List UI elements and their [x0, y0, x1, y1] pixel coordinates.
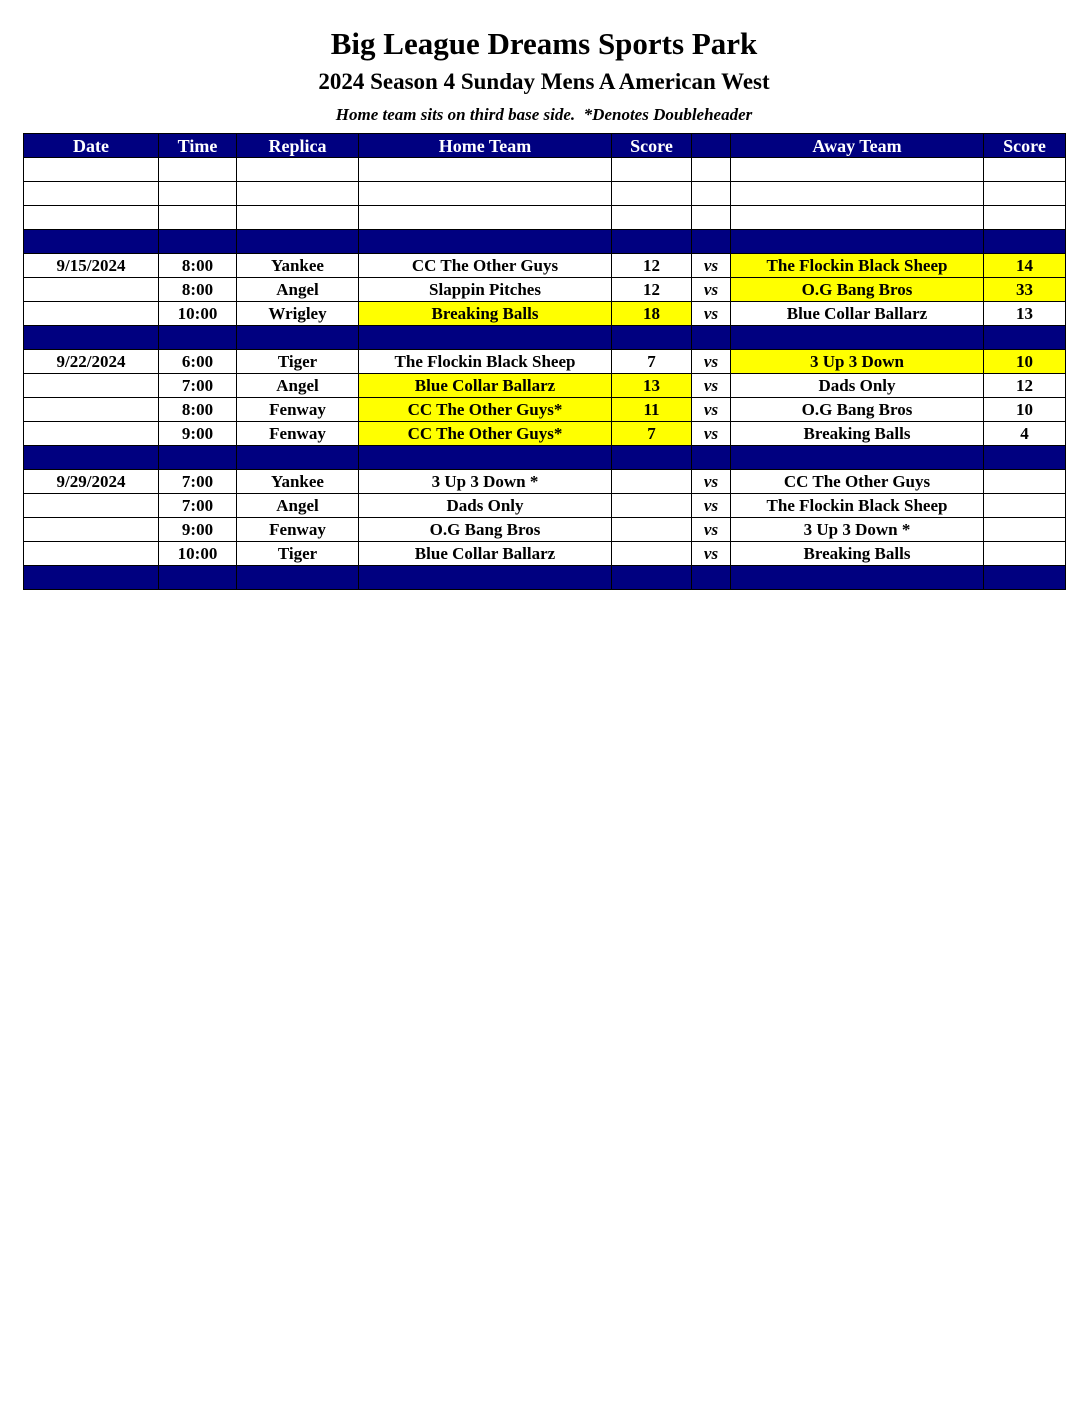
- vs-cell: [692, 206, 731, 230]
- date-cell: 9/29/2024: [24, 470, 159, 494]
- date-cell: [24, 398, 159, 422]
- schedule-table: [23, 133, 1066, 590]
- replica-cell: Angel: [237, 494, 359, 518]
- replica-cell: [237, 446, 359, 470]
- table-row: [24, 302, 1066, 326]
- col-header-time: Time: [159, 134, 237, 158]
- away-team-cell: [731, 158, 984, 182]
- vs-cell: vs: [692, 350, 731, 374]
- week-separator-row: [24, 446, 1066, 470]
- home-team-cell: CC The Other Guys*: [359, 398, 612, 422]
- away-score-cell: 14: [984, 254, 1066, 278]
- replica-cell: [237, 230, 359, 254]
- replica-cell: Tiger: [237, 542, 359, 566]
- time-cell: 8:00: [159, 278, 237, 302]
- away-score-cell: [984, 446, 1066, 470]
- vs-cell: [692, 230, 731, 254]
- home-score-cell: [612, 494, 692, 518]
- replica-cell: [237, 206, 359, 230]
- home-score-cell: [612, 566, 692, 590]
- home-score-cell: [612, 446, 692, 470]
- home-score-cell: [612, 542, 692, 566]
- col-header-away-team: Away Team: [731, 134, 984, 158]
- date-cell: 9/15/2024: [24, 254, 159, 278]
- replica-cell: Yankee: [237, 470, 359, 494]
- home-team-cell: [359, 230, 612, 254]
- away-team-cell: Dads Only: [731, 374, 984, 398]
- away-score-cell: 12: [984, 374, 1066, 398]
- table-row: [24, 518, 1066, 542]
- col-header-date: Date: [24, 134, 159, 158]
- home-score-cell: 11: [612, 398, 692, 422]
- vs-cell: [692, 566, 731, 590]
- table-row: [24, 374, 1066, 398]
- away-team-cell: Breaking Balls: [731, 422, 984, 446]
- vs-cell: vs: [692, 302, 731, 326]
- time-cell: 6:00: [159, 350, 237, 374]
- replica-cell: Wrigley: [237, 302, 359, 326]
- vs-cell: vs: [692, 494, 731, 518]
- vs-cell: vs: [692, 374, 731, 398]
- away-team-cell: [731, 326, 984, 350]
- home-team-cell: Blue Collar Ballarz: [359, 542, 612, 566]
- away-team-cell: [731, 446, 984, 470]
- away-team-cell: 3 Up 3 Down: [731, 350, 984, 374]
- date-cell: [24, 302, 159, 326]
- replica-cell: [237, 182, 359, 206]
- week-separator-row: [24, 230, 1066, 254]
- home-team-cell: [359, 158, 612, 182]
- time-cell: [159, 446, 237, 470]
- date-cell: [24, 206, 159, 230]
- table-row: [24, 470, 1066, 494]
- away-score-cell: [984, 230, 1066, 254]
- date-cell: [24, 278, 159, 302]
- home-team-cell: Dads Only: [359, 494, 612, 518]
- home-score-cell: 18: [612, 302, 692, 326]
- week-separator-row: [24, 566, 1066, 590]
- home-score-cell: [612, 230, 692, 254]
- date-cell: [24, 494, 159, 518]
- away-team-cell: CC The Other Guys: [731, 470, 984, 494]
- vs-cell: vs: [692, 398, 731, 422]
- away-team-cell: O.G Bang Bros: [731, 278, 984, 302]
- home-team-cell: [359, 182, 612, 206]
- away-score-cell: 33: [984, 278, 1066, 302]
- date-cell: 9/22/2024: [24, 350, 159, 374]
- home-team-cell: Slappin Pitches: [359, 278, 612, 302]
- home-score-cell: [612, 182, 692, 206]
- away-score-cell: 10: [984, 398, 1066, 422]
- blank-row: [24, 182, 1066, 206]
- vs-cell: [692, 182, 731, 206]
- table-row: [24, 422, 1066, 446]
- date-cell: [24, 326, 159, 350]
- vs-cell: vs: [692, 278, 731, 302]
- home-team-cell: 3 Up 3 Down *: [359, 470, 612, 494]
- home-score-cell: 7: [612, 422, 692, 446]
- date-cell: [24, 158, 159, 182]
- home-team-cell: [359, 326, 612, 350]
- date-cell: [24, 374, 159, 398]
- col-header-away-score: Score: [984, 134, 1066, 158]
- time-cell: 10:00: [159, 542, 237, 566]
- date-cell: [24, 542, 159, 566]
- page-title: Big League Dreams Sports Park: [330, 26, 758, 61]
- date-cell: [24, 422, 159, 446]
- away-team-cell: [731, 230, 984, 254]
- week-separator-row: [24, 326, 1066, 350]
- vs-cell: [692, 446, 731, 470]
- table-row: [24, 254, 1066, 278]
- date-cell: [24, 230, 159, 254]
- date-cell: [24, 566, 159, 590]
- header-row: [24, 134, 1066, 158]
- away-score-cell: [984, 182, 1066, 206]
- home-score-cell: 7: [612, 350, 692, 374]
- table-row: [24, 278, 1066, 302]
- time-cell: [159, 230, 237, 254]
- home-team-cell: O.G Bang Bros: [359, 518, 612, 542]
- vs-cell: vs: [692, 542, 731, 566]
- away-score-cell: [984, 158, 1066, 182]
- time-cell: 10:00: [159, 302, 237, 326]
- table-row: [24, 542, 1066, 566]
- home-team-cell: CC The Other Guys*: [359, 422, 612, 446]
- table-row: [24, 398, 1066, 422]
- home-score-cell: 13: [612, 374, 692, 398]
- away-team-cell: Breaking Balls: [731, 542, 984, 566]
- away-score-cell: [984, 326, 1066, 350]
- replica-cell: [237, 158, 359, 182]
- away-score-cell: [984, 470, 1066, 494]
- away-team-cell: The Flockin Black Sheep: [731, 494, 984, 518]
- replica-cell: Yankee: [237, 254, 359, 278]
- schedule-note: Home team sits on third base side. *Denotes Doubleheader: [335, 105, 753, 124]
- col-header-replica: Replica: [237, 134, 359, 158]
- home-score-cell: [612, 326, 692, 350]
- vs-cell: vs: [692, 470, 731, 494]
- replica-cell: Fenway: [237, 398, 359, 422]
- time-cell: 9:00: [159, 422, 237, 446]
- blank-row: [24, 158, 1066, 182]
- away-team-cell: 3 Up 3 Down *: [731, 518, 984, 542]
- away-score-cell: 4: [984, 422, 1066, 446]
- vs-cell: vs: [692, 518, 731, 542]
- date-cell: [24, 446, 159, 470]
- vs-cell: [692, 326, 731, 350]
- away-score-cell: 10: [984, 350, 1066, 374]
- replica-cell: Angel: [237, 278, 359, 302]
- home-score-cell: [612, 206, 692, 230]
- page-subtitle: 2024 Season 4 Sunday Mens A American West: [318, 69, 770, 94]
- home-team-cell: [359, 566, 612, 590]
- table-row: [24, 494, 1066, 518]
- time-cell: [159, 158, 237, 182]
- away-score-cell: [984, 566, 1066, 590]
- time-cell: [159, 326, 237, 350]
- replica-cell: Tiger: [237, 350, 359, 374]
- away-score-cell: [984, 542, 1066, 566]
- vs-cell: vs: [692, 254, 731, 278]
- col-header-home-team: Home Team: [359, 134, 612, 158]
- time-cell: [159, 182, 237, 206]
- date-cell: [24, 518, 159, 542]
- home-team-cell: [359, 206, 612, 230]
- time-cell: [159, 566, 237, 590]
- blank-row: [24, 206, 1066, 230]
- away-score-cell: [984, 518, 1066, 542]
- time-cell: 7:00: [159, 374, 237, 398]
- replica-cell: [237, 566, 359, 590]
- away-team-cell: [731, 566, 984, 590]
- time-cell: 7:00: [159, 494, 237, 518]
- home-score-cell: 12: [612, 254, 692, 278]
- away-team-cell: The Flockin Black Sheep: [731, 254, 984, 278]
- col-header-vs: [692, 134, 731, 158]
- time-cell: 8:00: [159, 254, 237, 278]
- vs-cell: vs: [692, 422, 731, 446]
- home-team-cell: CC The Other Guys: [359, 254, 612, 278]
- replica-cell: [237, 326, 359, 350]
- replica-cell: Fenway: [237, 518, 359, 542]
- home-score-cell: [612, 158, 692, 182]
- home-team-cell: The Flockin Black Sheep: [359, 350, 612, 374]
- home-team-cell: Breaking Balls: [359, 302, 612, 326]
- time-cell: [159, 206, 237, 230]
- replica-cell: Angel: [237, 374, 359, 398]
- away-score-cell: [984, 206, 1066, 230]
- date-cell: [24, 182, 159, 206]
- col-header-home-score: Score: [612, 134, 692, 158]
- away-team-cell: Blue Collar Ballarz: [731, 302, 984, 326]
- vs-cell: [692, 158, 731, 182]
- time-cell: 8:00: [159, 398, 237, 422]
- away-score-cell: [984, 494, 1066, 518]
- away-team-cell: [731, 182, 984, 206]
- replica-cell: Fenway: [237, 422, 359, 446]
- time-cell: 9:00: [159, 518, 237, 542]
- away-team-cell: O.G Bang Bros: [731, 398, 984, 422]
- table-row: [24, 350, 1066, 374]
- away-score-cell: 13: [984, 302, 1066, 326]
- home-team-cell: Blue Collar Ballarz: [359, 374, 612, 398]
- away-team-cell: [731, 206, 984, 230]
- home-score-cell: [612, 470, 692, 494]
- schedule-body: [24, 158, 1066, 590]
- time-cell: 7:00: [159, 470, 237, 494]
- home-score-cell: [612, 518, 692, 542]
- home-score-cell: 12: [612, 278, 692, 302]
- home-team-cell: [359, 446, 612, 470]
